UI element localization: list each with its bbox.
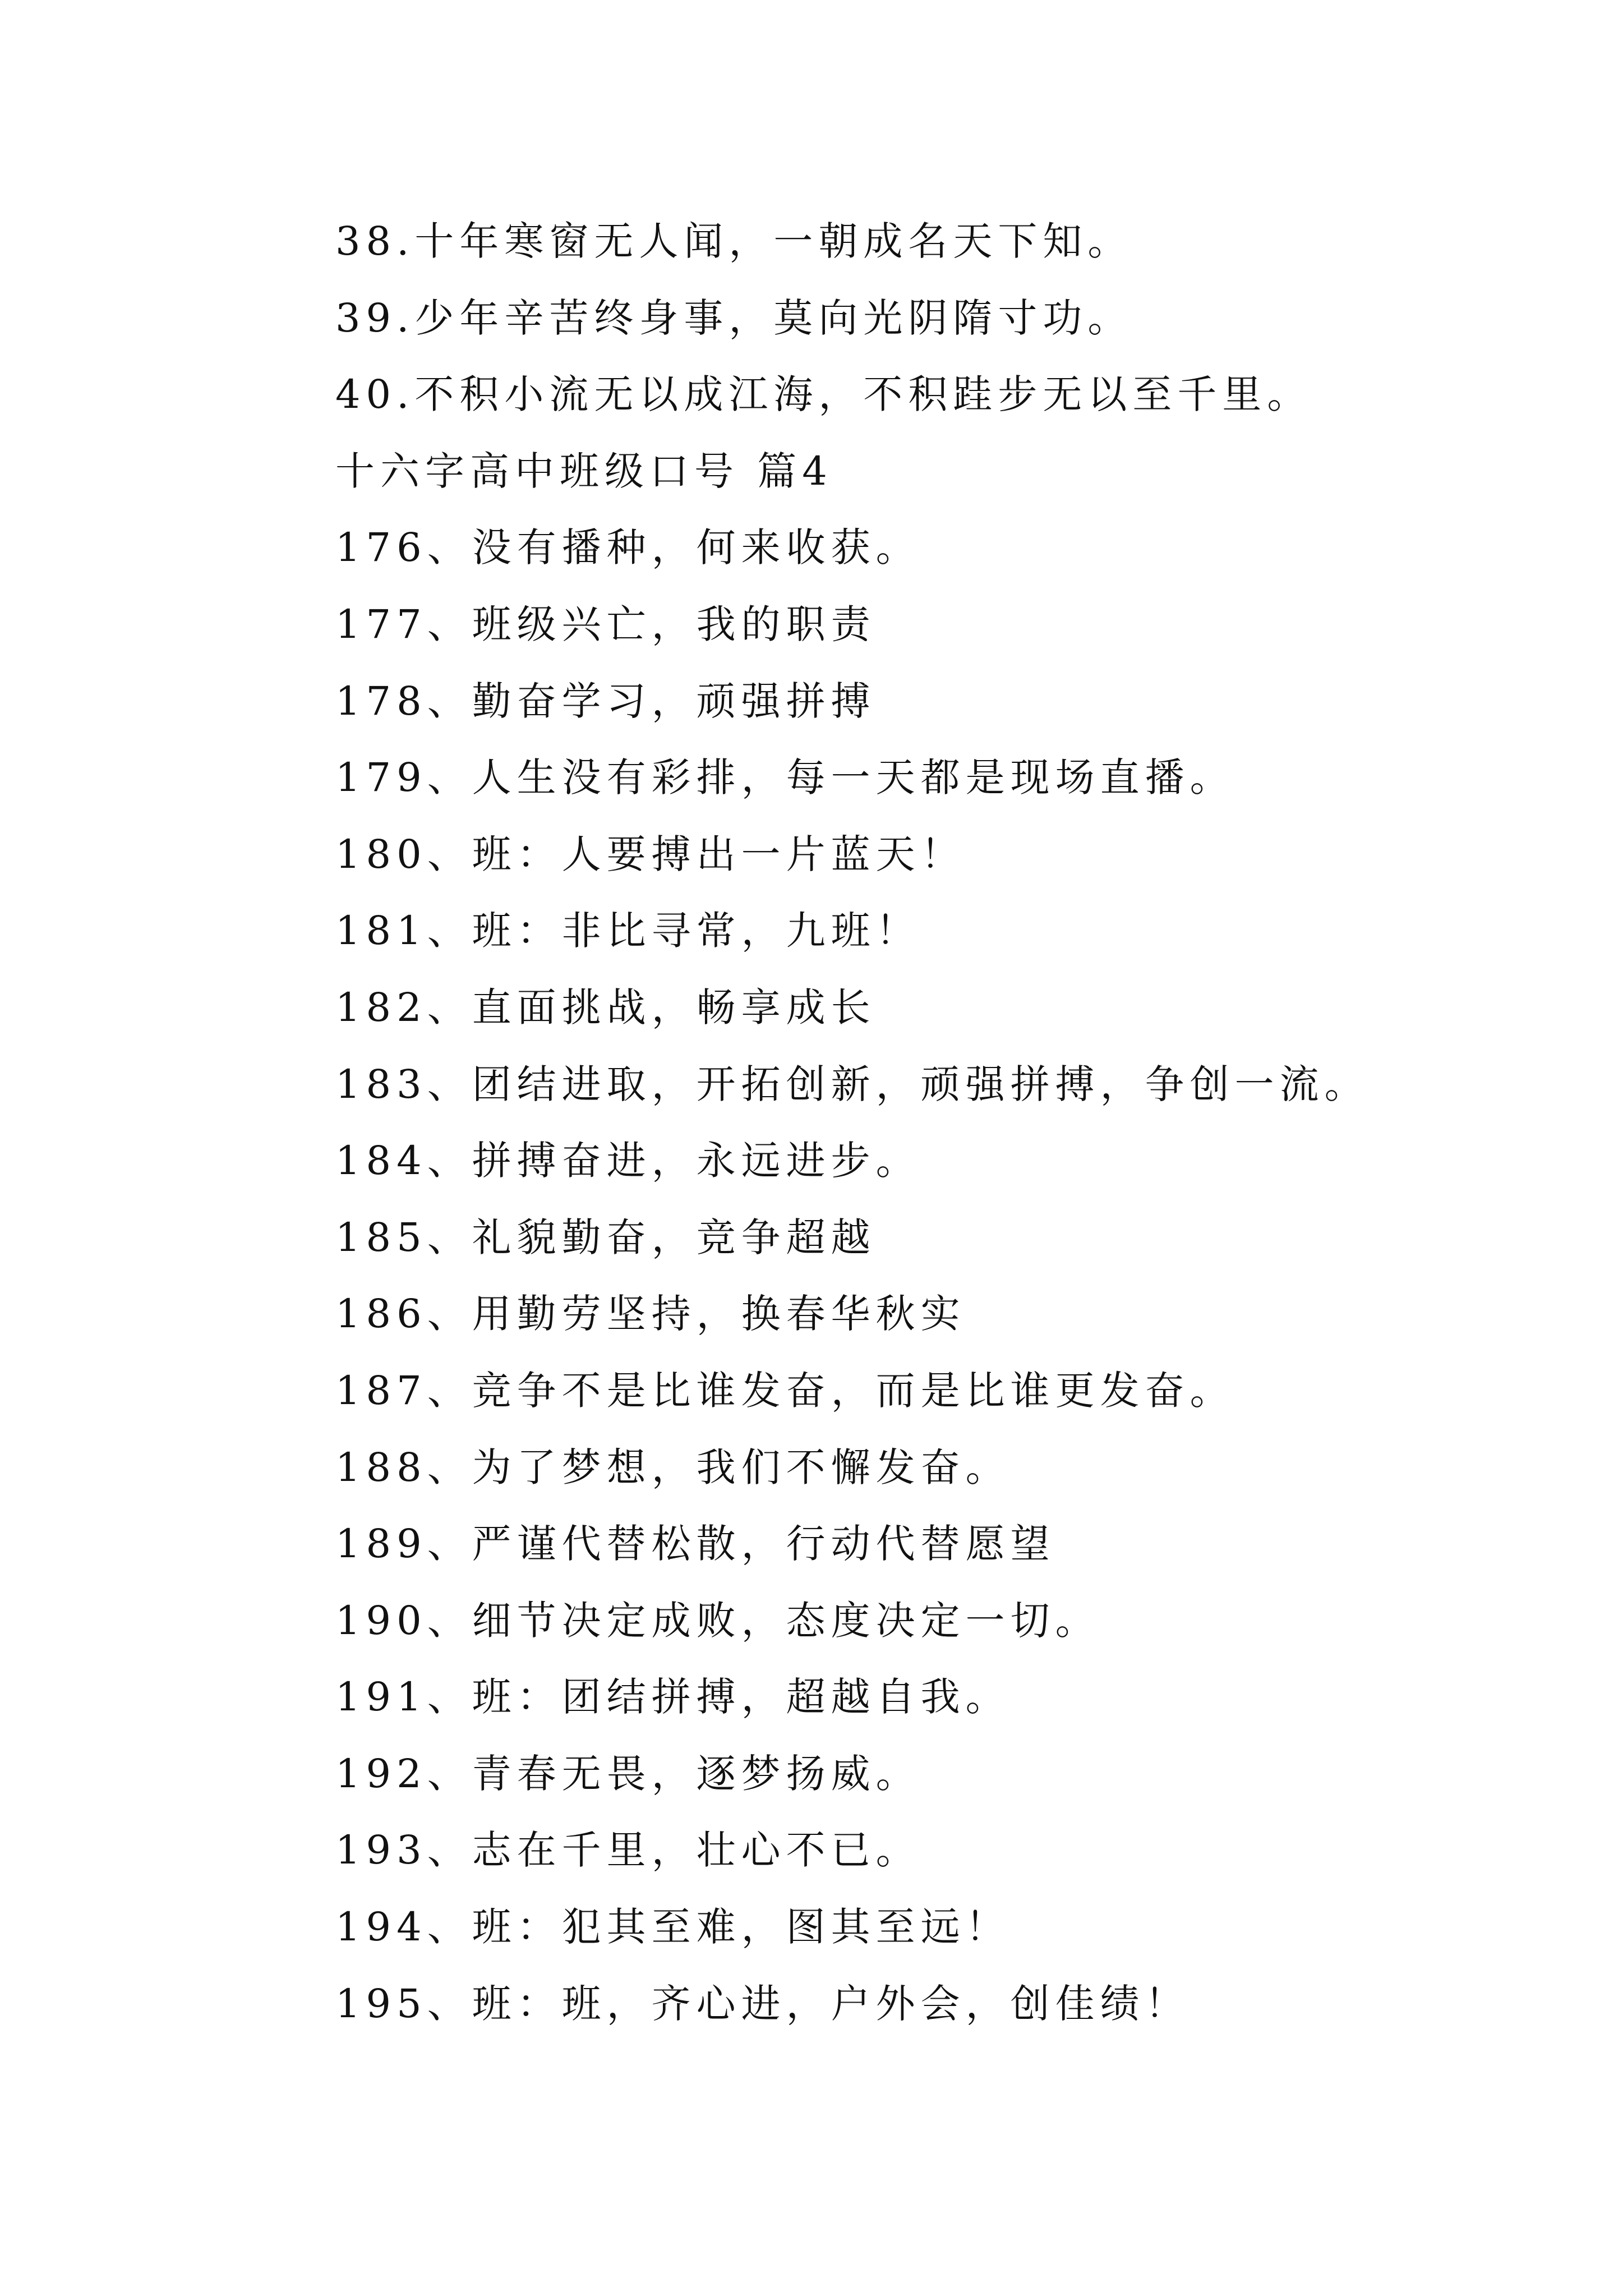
slogan-line-177: 177、班级兴亡，我的职责 (335, 601, 876, 647)
slogan-line-181: 181、班：非比寻常，九班！ (335, 908, 921, 954)
slogan-line-39: 39.少年辛苦终身事，莫向光阴隋寸功。 (335, 295, 1133, 341)
slogan-line-186: 186、用勤劳坚持，换春华秋实 (335, 1291, 966, 1337)
slogan-line-184: 184、拼搏奋进，永远进步。 (335, 1138, 921, 1184)
slogan-line-183: 183、团结进取，开拓创新，顽强拼搏，争创一流。 (335, 1061, 1370, 1107)
slogan-line-190: 190、细节决定成败，态度决定一切。 (335, 1597, 1100, 1644)
slogan-line-180: 180、班：人要搏出一片蓝天！ (335, 831, 966, 877)
slogan-line-178: 178、勤奋学习，顽强拼搏 (335, 678, 876, 724)
slogan-line-40: 40.不积小流无以成江海，不积跬步无以至千里。 (335, 371, 1312, 418)
slogan-line-188: 188、为了梦想，我们不懈发奋。 (335, 1444, 1011, 1490)
section-heading: 十六字高中班级口号 篇4 (335, 448, 833, 494)
slogan-line-193: 193、志在千里，壮心不已。 (335, 1827, 921, 1874)
slogan-line-195: 195、班：班，齐心进，户外会，创佳绩！ (335, 1980, 1190, 2027)
slogan-line-189: 189、严谨代替松散，行动代替愿望 (335, 1521, 1055, 1567)
slogan-line-191: 191、班：团结拼搏，超越自我。 (335, 1674, 1011, 1720)
slogan-line-194: 194、班：犯其至难，图其至远！ (335, 1904, 1011, 1950)
slogan-line-187: 187、竞争不是比谁发奋，而是比谁更发奋。 (335, 1367, 1235, 1414)
slogan-line-176: 176、没有播种，何来收获。 (335, 524, 921, 571)
slogan-line-179: 179、人生没有彩排，每一天都是现场直播。 (335, 754, 1235, 801)
slogan-line-182: 182、直面挑战，畅享成长 (335, 984, 876, 1030)
slogan-line-192: 192、青春无畏，逐梦扬威。 (335, 1750, 921, 1797)
slogan-line-185: 185、礼貌勤奋，竞争超越 (335, 1214, 876, 1260)
slogan-list (335, 203, 1513, 2042)
slogan-line-38: 38.十年寒窗无人闻，一朝成名天下知。 (335, 218, 1133, 264)
